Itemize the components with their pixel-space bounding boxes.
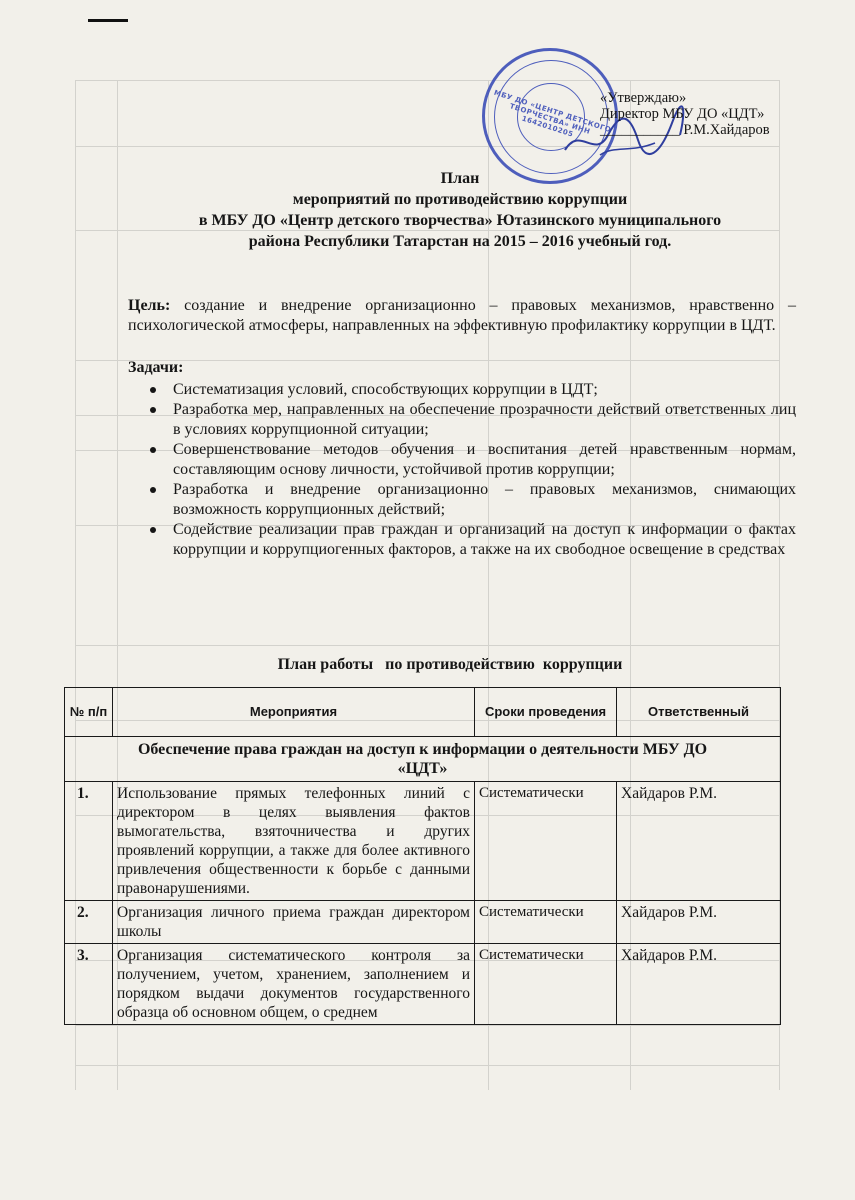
seal-text: МБУ ДО «ЦЕНТР ДЕТСКОГО ТВОРЧЕСТВА» ИНН 1642010205 — [492, 88, 613, 139]
bullet-icon — [150, 387, 156, 393]
table-section-row — [65, 737, 781, 782]
header-number: № п/п — [65, 688, 113, 737]
goal-label: Цель: — [128, 297, 171, 314]
header-activity: Мероприятия — [113, 688, 475, 737]
row-term: Систематически — [475, 782, 617, 901]
table-header-row — [65, 688, 781, 737]
approval-line-1: «Утверждаю» — [600, 90, 687, 106]
approval-block — [600, 90, 840, 138]
bullet-icon — [150, 447, 156, 453]
section-heading: Обеспечение права граждан на доступ к информации о деятельности МБУ ДО «ЦДТ» — [65, 737, 781, 782]
row-number: 2. — [65, 901, 113, 944]
row-responsible: Хайдаров Р.М. — [617, 901, 781, 944]
header-responsible: Ответственный — [617, 688, 781, 737]
task-item: Совершенствование методов обучения и воспитания детей нравственным нормам, составляющим основу личности, устойчивой против коррупции; — [150, 440, 796, 480]
table-row — [65, 901, 781, 944]
header-term: Сроки проведения — [475, 688, 617, 737]
row-activity: Организация личного приема граждан директором школы — [113, 901, 475, 944]
task-item: Разработка и внедрение организационно – правовых механизмов, снимающих возможность коррупционных действий; — [150, 480, 796, 520]
bullet-icon — [150, 487, 156, 493]
row-responsible: Хайдаров Р.М. — [617, 944, 781, 1025]
bullet-icon — [150, 527, 156, 533]
tasks-list — [150, 380, 796, 560]
title-line-4: района Республики Татарстан на 2015 – 2016 учебный год. — [248, 233, 672, 250]
approval-line-2: Директор МБУ ДО «ЦДТ» — [600, 106, 765, 122]
scan-mark — [88, 19, 128, 22]
task-item: Разработка мер, направленных на обеспечение прозрачности действий ответственных лиц в условиях коррупционной ситуации; — [150, 400, 796, 440]
title-line-1: План — [440, 170, 480, 187]
title-line-2: мероприятий по противодействию коррупции — [292, 191, 628, 208]
row-number: 3. — [65, 944, 113, 1025]
row-term: Систематически — [475, 944, 617, 1025]
title-line-3: в МБУ ДО «Центр детского творчества» Ютазинского муниципального — [198, 212, 722, 229]
task-item: Систематизация условий, способствующих коррупции в ЦДТ; — [150, 380, 796, 400]
table-row — [65, 782, 781, 901]
goal-text: создание и внедрение организационно – правовых механизмов, нравственно – психологической атмосферы, направленных на эффективную профилактику коррупции в ЦДТ. — [128, 297, 796, 334]
row-activity: Использование прямых телефонных линий с директором в целях выявления фактов вымогательства, взяточничества и других проявлений коррупции, а также для более активного привлечения общественности к борьбе с данными правонарушениями. — [113, 782, 475, 901]
document-title — [120, 168, 800, 252]
bullet-icon — [150, 407, 156, 413]
work-plan-table — [64, 687, 781, 1025]
row-term: Систематически — [475, 901, 617, 944]
tasks-label: Задачи: — [128, 359, 184, 376]
task-item: Содействие реализации прав граждан и организаций на доступ к информации о фактах коррупции и коррупциогенных факторов, а также на их свободное освещение в средствах — [150, 520, 796, 560]
row-activity: Организация систематического контроля за получением, учетом, хранением, заполнением и порядком выдачи документов государственного образца об основном общем, о среднем — [113, 944, 475, 1025]
work-plan-title: План работы по противодействию коррупции — [277, 656, 623, 673]
row-responsible: Хайдаров Р.М. — [617, 782, 781, 901]
table-row — [65, 944, 781, 1025]
goal-paragraph — [128, 296, 796, 336]
row-number: 1. — [65, 782, 113, 901]
approval-line-3: ___________ Р.М.Хайдаров — [600, 122, 770, 138]
